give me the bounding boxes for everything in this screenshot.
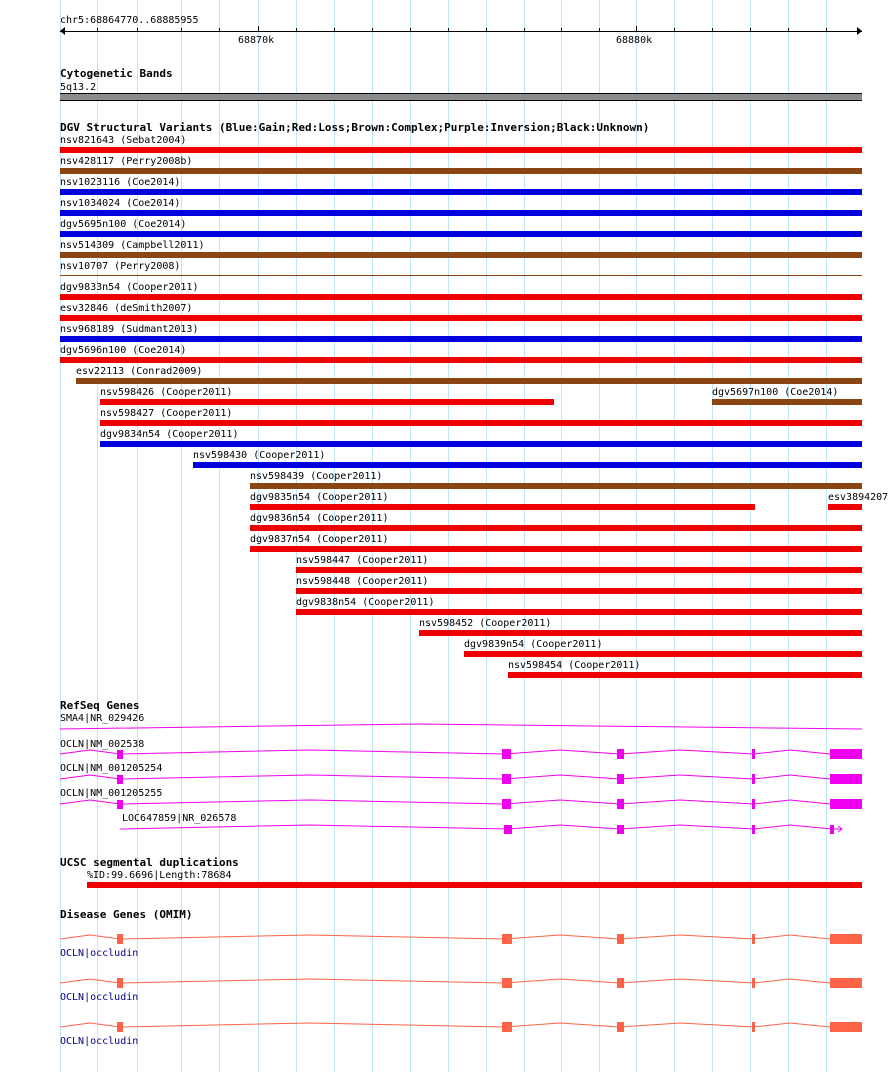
dgv-item-label: nsv598452 (Cooper2011) [419, 618, 552, 629]
refseq-gene-model [120, 825, 842, 829]
dgv-item-label: dgv5696n100 (Coe2014) [60, 345, 187, 356]
dgv-item-label: nsv428117 (Perry2008b) [60, 156, 193, 167]
omim-exon-block[interactable] [502, 1022, 512, 1032]
exon-block[interactable] [502, 749, 511, 759]
dgv-item-label: nsv598454 (Cooper2011) [508, 660, 641, 671]
omim-gene-label[interactable]: OCLN|occludin [60, 948, 139, 959]
dgv-item-label: nsv968189 (Sudmant2013) [60, 324, 199, 335]
exon-block[interactable] [752, 774, 755, 784]
omim-exon-block[interactable] [117, 978, 123, 988]
dgv-item-label: nsv598426 (Cooper2011) [100, 387, 233, 398]
ruler-tick-label: 68870k [238, 35, 275, 46]
track-title-refseq[interactable]: RefSeq Genes [60, 699, 140, 712]
refseq-gene-label: OCLN|NM_001205254 [60, 763, 163, 774]
omim-gene-model [60, 935, 830, 939]
dgv-item-label: nsv598430 (Cooper2011) [193, 450, 326, 461]
dgv-item-label: nsv598427 (Cooper2011) [100, 408, 233, 419]
exon-block[interactable] [117, 800, 123, 809]
exon-block[interactable] [752, 799, 755, 809]
exon-block[interactable] [117, 750, 123, 759]
track-title-omim[interactable]: Disease Genes (OMIM) [60, 908, 193, 921]
cytoband-label: 5q13.2 [60, 82, 97, 93]
omim-gene-model [60, 979, 830, 983]
omim-exon-block[interactable] [617, 1022, 624, 1032]
omim-exon-block[interactable] [117, 934, 123, 944]
dgv-item-label: dgv9833n54 (Cooper2011) [60, 282, 199, 293]
dgv-item-label: dgv9837n54 (Cooper2011) [250, 534, 389, 545]
dgv-item-label: dgv9839n54 (Cooper2011) [464, 639, 603, 650]
exon-block[interactable] [830, 799, 862, 809]
refseq-gene-model [60, 800, 830, 804]
omim-exon-block[interactable] [617, 978, 624, 988]
dgv-item-label: esv3894207 [828, 492, 889, 503]
omim-exon-block[interactable] [830, 934, 862, 944]
omim-gene-label[interactable]: OCLN|occludin [60, 1036, 139, 1047]
dgv-item-label: nsv821643 (Sebat2004) [60, 135, 187, 146]
track-title-segdup[interactable]: UCSC segmental duplications [60, 856, 239, 869]
exon-block[interactable] [502, 799, 511, 809]
omim-exon-block[interactable] [752, 978, 755, 988]
exon-block[interactable] [617, 749, 624, 759]
dgv-item-label: esv22113 (Conrad2009) [76, 366, 203, 377]
ruler-position: chr5:68864770..68885955 [60, 15, 199, 26]
dgv-item-label: dgv5695n100 (Coe2014) [60, 219, 187, 230]
omim-exon-block[interactable] [502, 934, 512, 944]
refseq-gene-label: LOC647859|NR_026578 [122, 813, 237, 824]
refseq-gene-label: OCLN|NM_002538 [60, 739, 145, 750]
exon-block[interactable] [752, 749, 755, 759]
segdup-bar[interactable] [87, 882, 862, 888]
dgv-item-label: nsv598439 (Cooper2011) [250, 471, 383, 482]
refseq-gene-label: SMA4|NR_029426 [60, 713, 145, 724]
omim-exon-block[interactable] [617, 934, 624, 944]
omim-exon-block[interactable] [830, 1022, 862, 1032]
omim-exon-block[interactable] [830, 978, 862, 988]
dgv-item-label: nsv1034024 (Coe2014) [60, 198, 181, 209]
dgv-item-label: dgv5697n100 (Coe2014) [712, 387, 839, 398]
exon-block[interactable] [502, 774, 511, 784]
omim-exon-block[interactable] [117, 1022, 123, 1032]
exon-block[interactable] [617, 774, 624, 784]
dgv-item-label: nsv598448 (Cooper2011) [296, 576, 429, 587]
refseq-gene-label: OCLN|NM_001205255 [60, 788, 163, 799]
exon-block[interactable] [752, 825, 755, 834]
dgv-item-label: dgv9836n54 (Cooper2011) [250, 513, 389, 524]
dgv-item-label: nsv598447 (Cooper2011) [296, 555, 429, 566]
exon-block[interactable] [617, 799, 624, 809]
omim-gene-label[interactable]: OCLN|occludin [60, 992, 139, 1003]
dgv-item-label: nsv1023116 (Coe2014) [60, 177, 181, 188]
dgv-item-label: dgv9835n54 (Cooper2011) [250, 492, 389, 503]
dgv-item-label: dgv9838n54 (Cooper2011) [296, 597, 435, 608]
segdup-label: %ID:99.6696|Length:78684 [87, 870, 232, 881]
dgv-item-label: nsv514309 (Campbell2011) [60, 240, 205, 251]
track-title-cytoband[interactable]: Cytogenetic Bands [60, 67, 173, 80]
exon-block[interactable] [504, 825, 512, 834]
ruler-tick-label: 68880k [616, 35, 653, 46]
omim-exon-block[interactable] [502, 978, 512, 988]
refseq-gene-model [60, 750, 830, 754]
refseq-gene-model [60, 775, 830, 779]
exon-block[interactable] [830, 749, 862, 759]
omim-gene-model [60, 1023, 830, 1027]
exon-block[interactable] [830, 825, 834, 834]
dgv-item-label: nsv10707 (Perry2008) [60, 261, 181, 272]
omim-exon-block[interactable] [752, 934, 755, 944]
exon-block[interactable] [617, 825, 624, 834]
omim-exon-block[interactable] [752, 1022, 755, 1032]
track-title-dgv[interactable]: DGV Structural Variants (Blue:Gain;Red:Loss;Brown:Complex;Purple:Inversion;Black:Unknown) [60, 121, 650, 134]
exon-block[interactable] [830, 774, 862, 784]
refseq-gene-model [60, 724, 862, 729]
dgv-item-label: esv32846 (deSmith2007) [60, 303, 193, 314]
exon-block[interactable] [117, 775, 123, 784]
dgv-item-label: dgv9834n54 (Cooper2011) [100, 429, 239, 440]
